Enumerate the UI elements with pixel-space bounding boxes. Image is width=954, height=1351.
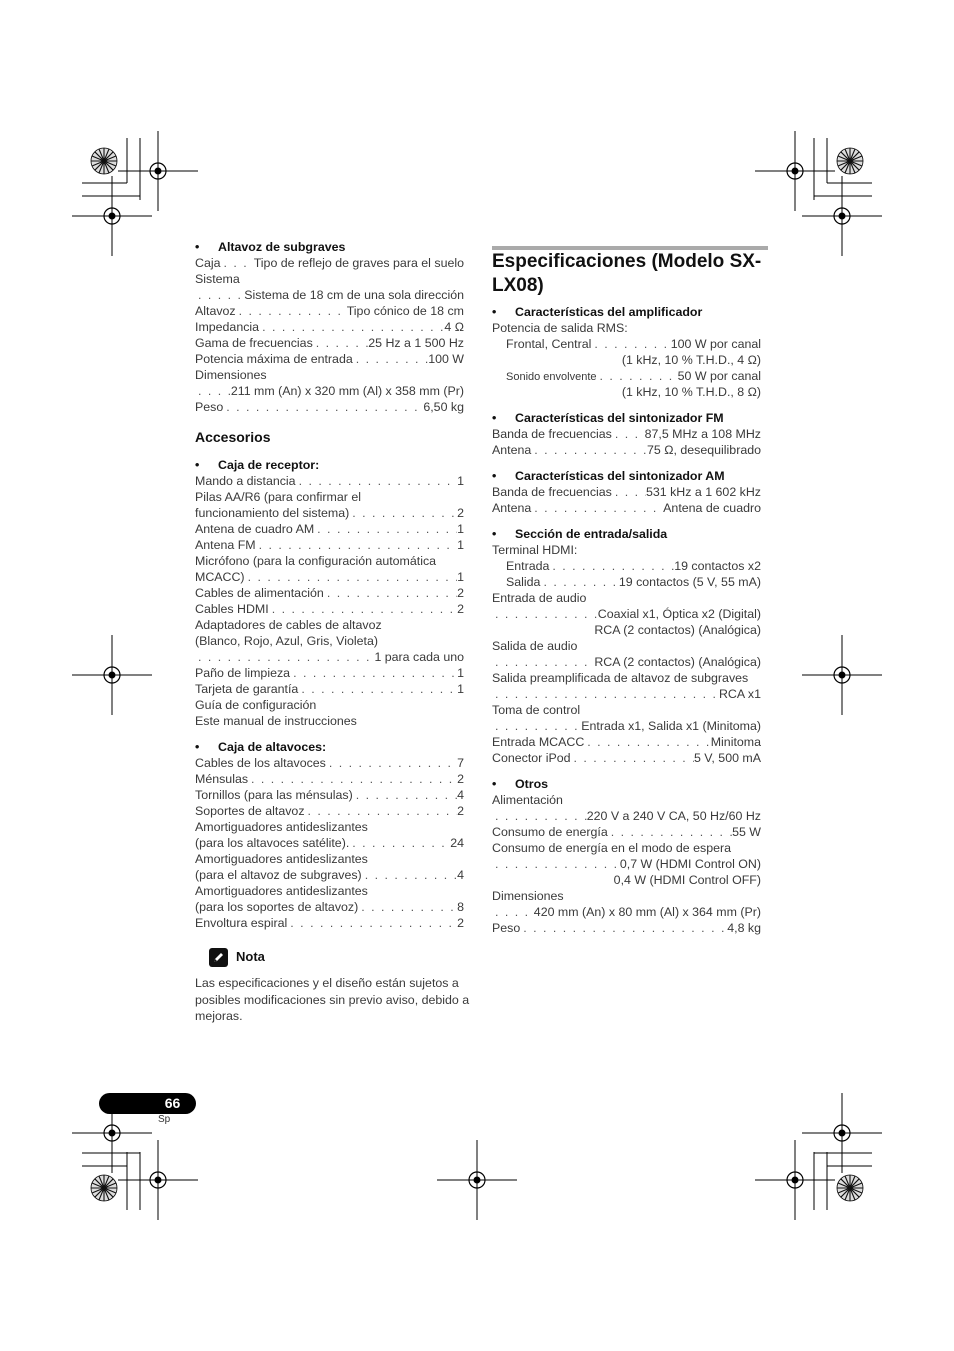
spec-value: Antena de cuadro [663,501,761,515]
note-label: Nota [236,949,265,964]
spec-label: Cables de los altavoces [195,756,326,770]
am-heading: • Características del sintonizador AM [492,469,725,483]
dot-leader [220,255,253,271]
spec-line: Pilas AA/R6 (para confirmar el [195,490,361,504]
receiver-box-heading: • Caja de receptor: [195,458,320,472]
spec-row [195,521,464,537]
spec-label: Paño de limpieza [195,666,291,680]
spec-value: 1 [457,522,464,536]
spec-value: 420 mm (An) x 80 mm (Al) x 364 mm (Pr) [533,905,761,919]
spec-label: Ménsulas [195,772,249,786]
spec-row [492,558,761,574]
spec-row [195,835,464,851]
dot-leader [358,899,457,915]
dot-leader [290,665,457,681]
spec-row [195,319,464,335]
spec-row [195,787,464,803]
dot-leader [492,606,598,622]
spec-value: 5 V, 500 mA [693,751,761,765]
dot-leader [248,771,457,787]
dot-leader [549,558,674,574]
note-text: Las especificaciones y el diseño están sujetos a posibles modificaciones sin previo aviso, debido a mejoras. [195,976,470,1023]
dot-leader [314,521,457,537]
spec-label: (para el altavoz de subgraves) [195,868,362,882]
spec-label: Potencia máxima de entrada [195,352,353,366]
spec-value: 24 [450,836,464,850]
spec-row [195,803,464,819]
io-heading: • Sección de entrada/salida [492,527,668,541]
spec-row [492,426,761,442]
spec-line: Amortiguadores antideslizantes [195,884,368,898]
spec-value: 19 contactos x2 [674,559,761,573]
spec-value: Sistema de 18 cm de una sola dirección [244,288,464,302]
spec-line: Salida de audio [492,639,578,653]
spec-label: MCACC) [195,570,245,584]
spec-row [195,569,464,585]
spec-value: 4 Ω [444,320,464,334]
spec-row [195,287,464,303]
right-column [492,304,761,936]
spec-row [195,303,464,319]
fm-heading: • Características del sintonizador FM [492,411,724,425]
spec-row [492,368,761,384]
spec-row [195,681,464,697]
spec-label: Mando a distancia [195,474,296,488]
io-specs [492,542,761,766]
spec-line: Salida preamplificada de altavoz de subgraves [492,671,749,685]
spec-label: Banda de frecuencias [492,427,612,441]
pencil-icon [209,948,228,967]
spec-value: 211 mm (An) x 320 mm (Al) x 358 mm (Pr) [230,384,464,398]
spec-row [492,904,761,920]
spec-value: 2 [457,602,464,616]
dot-leader [236,303,347,319]
spec-row [195,473,464,489]
spec-row [492,920,761,936]
speaker-box-heading: • Caja de altavoces: [195,740,327,754]
spec-label: Peso [195,400,224,414]
spec-label: Soportes de altavoz [195,804,305,818]
spec-value: 1 [457,682,464,696]
spec-label: Consumo de energía [492,825,608,839]
spec-label: Antena FM [195,538,256,552]
spec-label: Caja [195,256,221,270]
spec-label: Tarjeta de garantía [195,682,299,696]
spec-value: 531 kHz a 1 602 kHz [645,485,761,499]
subwoofer-specs [195,255,464,415]
spec-line: Adaptadores de cables de altavoz [195,618,382,632]
spec-label: Impedancia [195,320,260,334]
spec-value: 1 [457,570,464,584]
spec-value: 4 [457,788,464,802]
spec-label: Altavoz [195,304,236,318]
spec-value: 6,50 kg [423,400,464,414]
spec-row [492,750,761,766]
dot-leader [362,867,457,883]
spec-label: Antena de cuadro AM [195,522,315,536]
spec-value: 1 [457,666,464,680]
dot-leader [195,649,374,665]
spec-row [195,665,464,681]
dot-leader [269,601,457,617]
amplifier-heading: • Características del amplificador [492,305,703,319]
spec-row [492,654,761,670]
spec-row [492,808,761,824]
spec-line: Consumo de energía en el modo de espera [492,841,732,855]
am-specs [492,484,761,516]
spec-row [492,484,761,500]
spec-value: 25 Hz a 1 500 Hz [368,336,464,350]
dot-leader [492,808,587,824]
dot-leader [298,681,457,697]
spec-row [492,718,761,734]
note-heading [195,947,464,967]
spec-label: Peso [492,921,521,935]
spec-row [195,771,464,787]
spec-row [195,351,464,367]
spec-line: Entrada de audio [492,591,587,605]
amplifier-specs [492,320,761,400]
spec-value: 1 para cada uno [374,650,464,664]
spec-row [492,856,761,872]
spec-value: 50 W por canal [677,369,761,383]
spec-label: funcionamiento del sistema) [195,506,350,520]
spec-line: Dimensiones [195,368,267,382]
spec-value: 7 [457,756,464,770]
spec-row [195,335,464,351]
spec-line: Amortiguadores antideslizantes [195,820,368,834]
spec-label: Banda de frecuencias [492,485,612,499]
spec-continuation: (1 kHz, 10 % T.H.D., 4 Ω) [621,353,761,367]
spec-row [492,336,761,352]
spec-value: Minitoma [710,735,761,749]
spec-value: Tipo cónico de 18 cm [346,304,464,318]
spec-value: 0,7 W (HDMI Control ON) [619,857,761,871]
dot-leader [287,915,457,931]
spec-line: Sistema [195,272,240,286]
left-column [195,239,470,1025]
dot-leader [492,686,719,702]
dot-leader [612,426,645,442]
page-title: Especificaciones (Modelo SX-LX08) [492,251,762,296]
spec-row [195,755,464,771]
spec-row [195,585,464,601]
spec-row [195,915,464,931]
spec-value: 1 [457,538,464,552]
dot-leader [296,473,458,489]
spec-row [195,505,464,521]
others-heading: • Otros [492,777,549,791]
spec-row [195,601,464,617]
spec-value: RCA (2 contactos) (Analógica) [594,655,761,669]
spec-value: 4 [457,868,464,882]
page-number: 66 [164,1095,181,1111]
spec-value: Entrada x1, Salida x1 (Minitoma) [581,719,761,733]
spec-line: Este manual de instrucciones [195,714,357,728]
spec-row [195,649,464,665]
spec-continuation: 0,4 W (HDMI Control OFF) [613,873,761,887]
spec-value: 2 [457,916,464,930]
spec-continuation: (1 kHz, 10 % T.H.D., 8 Ω) [621,385,761,399]
spec-row [195,255,464,271]
dot-leader [195,287,244,303]
dot-leader [597,368,678,384]
spec-label: Sonido envolvente [506,371,597,383]
spec-value: 2 [457,506,464,520]
spec-row [195,899,464,915]
page-language: Sp [158,1114,171,1125]
spec-row [492,824,761,840]
spec-label: Entrada [506,559,550,573]
dot-leader [612,484,646,500]
spec-row [195,867,464,883]
spec-value: Coaxial x1, Óptica x2 (Digital) [597,607,761,621]
accessories-heading: Accesorios [195,429,271,445]
spec-label: Salida [506,575,541,589]
dot-leader [531,500,663,516]
spec-label: Entrada MCACC [492,735,585,749]
dot-leader [313,335,368,351]
spec-value: 1 [457,474,464,488]
spec-row [492,574,761,590]
spec-label: Cables de alimentación [195,586,324,600]
spec-value: 100 W por canal [670,337,761,351]
spec-value: 8 [457,900,464,914]
spec-value: 2 [457,586,464,600]
others-specs [492,792,761,936]
spec-value: RCA x1 [718,687,761,701]
spec-label: Antena [492,443,532,457]
dot-leader [520,920,727,936]
subwoofer-heading: • Altavoz de subgraves [195,240,346,254]
spec-value: 2 [457,804,464,818]
dot-leader [305,803,458,819]
spec-line: Potencia de salida RMS: [492,321,628,335]
spec-label: Conector iPod [492,751,571,765]
speaker-box-list [195,755,464,931]
dot-leader [353,787,457,803]
dot-leader [492,904,534,920]
spec-label: Envoltura espiral [195,916,288,930]
spec-value: 19 contactos (5 V, 55 mA) [618,575,761,589]
spec-label: (para los altavoces satélite). [195,836,350,850]
spec-label: Gama de frecuencias [195,336,313,350]
dot-leader [591,336,670,352]
dot-leader [256,537,457,553]
spec-row [492,686,761,702]
spec-label: Antena [492,501,532,515]
spec-value: 75 Ω, desequilibrado [647,443,761,457]
dot-leader [349,835,450,851]
dot-leader [245,569,458,585]
spec-line: Guía de configuración [195,698,317,712]
spec-value: 4,8 kg [727,921,761,935]
dot-leader [195,383,231,399]
spec-line: Alimentación [492,793,563,807]
dot-leader [349,505,457,521]
dot-leader [608,824,732,840]
spec-row [195,383,464,399]
dot-leader [540,574,618,590]
spec-value: 55 W [732,825,761,839]
spec-row [492,442,761,458]
dot-leader [492,856,620,872]
spec-continuation: RCA (2 contactos) (Analógica) [594,623,761,637]
spec-line: (Blanco, Rojo, Azul, Gris, Violeta) [195,634,378,648]
spec-line: Micrófono (para la configuración automática [195,554,437,568]
spec-value: 2 [457,772,464,786]
spec-value: 87,5 MHz a 108 MHz [644,427,761,441]
spec-row [195,399,464,415]
dot-leader [324,585,457,601]
spec-label: Cables HDMI [195,602,269,616]
spec-line: Toma de control [492,703,581,717]
spec-row [492,606,761,622]
dot-leader [223,399,423,415]
spec-line: Terminal HDMI: [492,543,578,557]
spec-value: 220 V a 240 V CA, 50 Hz/60 Hz [586,809,761,823]
dot-leader [571,750,694,766]
spec-row [195,537,464,553]
dot-leader [584,734,710,750]
dot-leader [531,442,647,458]
dot-leader [326,755,457,771]
spec-row [492,500,761,516]
dot-leader [353,351,428,367]
spec-label: Frontal, Central [506,337,592,351]
receiver-box-list [195,473,464,729]
spec-line: Dimensiones [492,889,564,903]
spec-line: Amortiguadores antideslizantes [195,852,368,866]
spec-label: Tornillos (para las ménsulas) [195,788,353,802]
spec-label: (para los soportes de altavoz) [195,900,359,914]
dot-leader [259,319,444,335]
dot-leader [492,654,594,670]
spec-value: 100 W [428,352,464,366]
spec-row [492,734,761,750]
spec-value: Tipo de reflejo de graves para el suelo [253,256,464,270]
fm-specs [492,426,761,458]
dot-leader [492,718,581,734]
